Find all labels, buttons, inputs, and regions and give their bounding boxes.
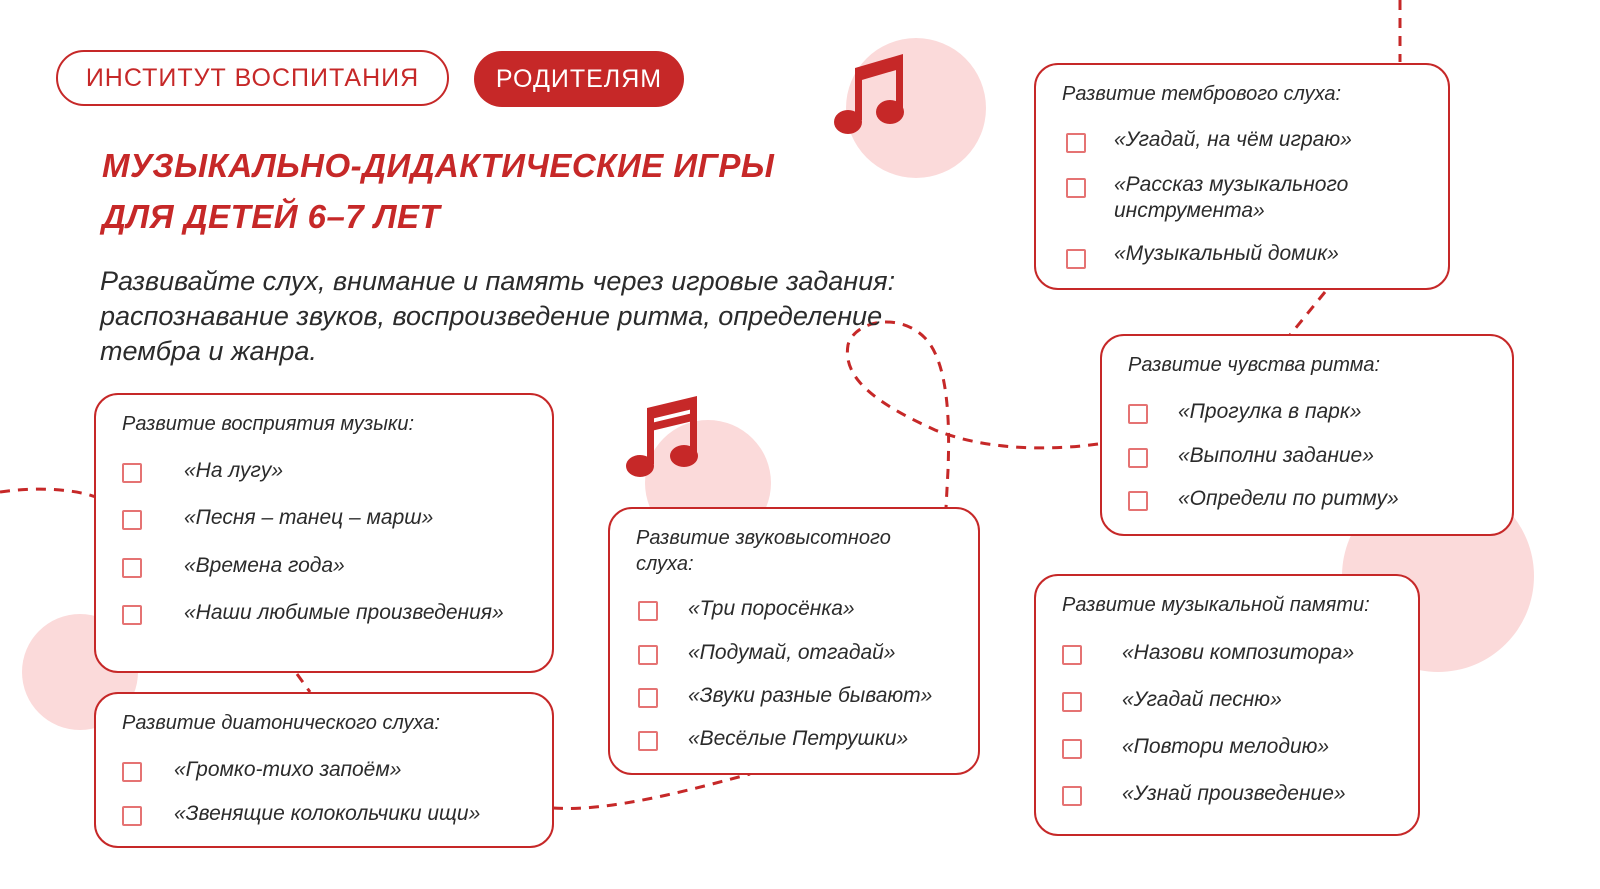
card-pitch: Развитие звуковысотного слуха: «Три поросёнка» «Подумай, отгадай» «Звуки разные бывают» «Весёлые Петрушки» [608, 507, 980, 775]
checkbox-icon [638, 601, 658, 621]
card-perception: Развитие восприятия музыки: «На лугу» «Песня – танец – марш» «Времена года» «Наши любимые произведения» [94, 393, 554, 673]
card-title: Развитие звуковысотного слуха: [636, 527, 891, 575]
card-rhythm: Развитие чувства ритма: «Прогулка в парк» «Выполни задание» «Определи по ритму» [1100, 334, 1514, 536]
checkbox-icon [1062, 645, 1082, 665]
checkbox-icon [638, 731, 658, 751]
checkbox-icon [122, 558, 142, 578]
institute-badge [56, 50, 449, 106]
audience-badge [474, 51, 684, 107]
card-title: Развитие восприятия музыки: [122, 413, 415, 435]
page-title-line2: ДЛЯ ДЕТЕЙ 6–7 ЛЕТ [102, 198, 441, 235]
checkbox-icon [122, 762, 142, 782]
checkbox-icon [1062, 739, 1082, 759]
checkbox-icon [1128, 491, 1148, 511]
card-title: Развитие чувства ритма: [1128, 354, 1381, 376]
card-title: Развитие диатонического слуха: [122, 712, 440, 734]
checkbox-icon [1066, 178, 1086, 198]
card-timbre: Развитие тембрового слуха: «Угадай, на чём играю» «Рассказ музыкального инструмента» «Музыкальный домик» [1034, 63, 1450, 290]
checkbox-icon [122, 510, 142, 530]
checkbox-icon [638, 688, 658, 708]
checkbox-icon [1128, 448, 1148, 468]
music-note-icon [625, 396, 705, 478]
checkbox-icon [1062, 786, 1082, 806]
checkbox-icon [122, 806, 142, 826]
card-title: Развитие музыкальной памяти: [1062, 594, 1370, 616]
card-memory: Развитие музыкальной памяти: «Назови композитора» «Угадай песню» «Повтори мелодию» «Узнай произведение» [1034, 574, 1420, 836]
institute-label: ИНСТИТУТ ВОСПИТАНИЯ [85, 63, 420, 92]
checkbox-icon [638, 645, 658, 665]
page-title-line1: МУЗЫКАЛЬНО-ДИДАКТИЧЕСКИЕ ИГРЫ [102, 147, 775, 184]
checkbox-icon [1062, 692, 1082, 712]
card-title: Развитие тембрового слуха: [1062, 83, 1342, 105]
music-note-icon [833, 54, 913, 136]
checkbox-icon [1066, 133, 1086, 153]
card-diatonic: Развитие диатонического слуха: «Громко-тихо запоём» «Звенящие колокольчики ищи» [94, 692, 554, 848]
checkbox-icon [1066, 249, 1086, 269]
audience-label: РОДИТЕЛЯМ [495, 64, 663, 93]
page-subtitle: Развивайте слух, внимание и память через игровые задания: распознавание звуков, воспроизведение ритма, определение тембра и жанра. [100, 266, 896, 366]
checkbox-icon [122, 605, 142, 625]
checkbox-icon [122, 463, 142, 483]
checkbox-icon [1128, 404, 1148, 424]
